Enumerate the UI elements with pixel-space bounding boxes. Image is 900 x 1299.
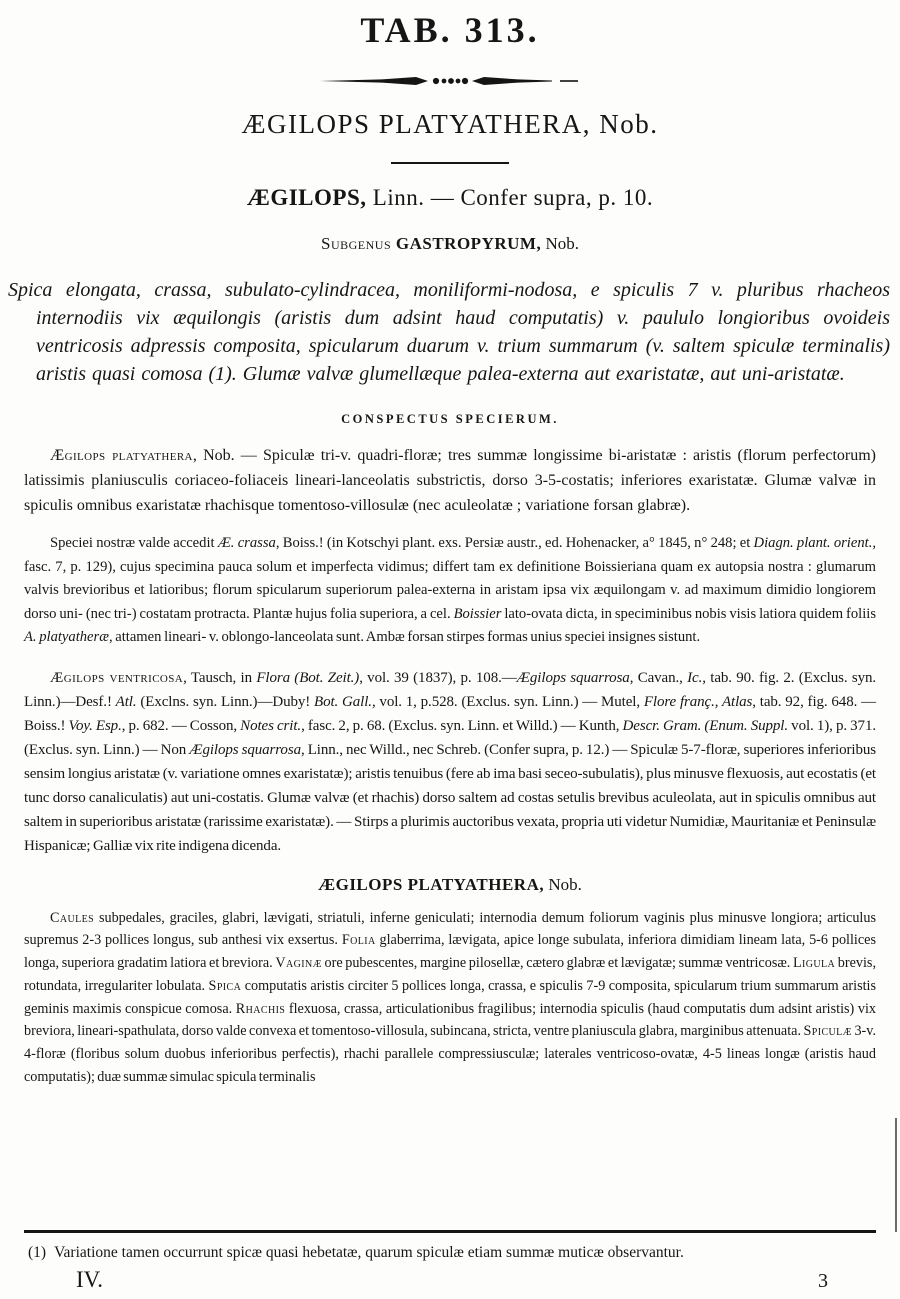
footnote xyxy=(24,1243,876,1263)
footer-area xyxy=(24,1230,876,1299)
plate-title: TAB. 313. xyxy=(360,10,540,50)
ornament-divider xyxy=(24,74,876,88)
genus-name: ÆGILOPS, xyxy=(246,185,367,210)
subgenus-label: Subgenus xyxy=(321,234,396,253)
species-title: ÆGILOPS PLATYATHERA, Nob. xyxy=(241,109,659,139)
subgenus-name: GASTROPYRUM, xyxy=(395,234,542,253)
description-paragraph: Caules subpedales, graciles, glabri, lævigati, striatuli, inferne geniculati; internodia demum foliorum vaginis plus minusve longiora; articulus supremus 2-3 pollices longus, sub anthesi vix exsertus. Folia glaberrima, lævigata, apice longe subulata, inferiora dimidiam lineam lata, 5-6 pollices longa, superiora gradatim latiora et breviora. Vaginæ ore pubescentes, margine pilosellæ, cætero glabræ et lævigatæ; summæ ventricosæ. Ligula brevis, rotundata, irregulariter lobulata. Spica computatis aristis circiter 5 pollices longa, crassa, e spiculis 7-9 composita, spicularum trium summarum aristis geminis maximis conspicue comosa. Rhachis flexuosa, crassa, articulationibus fragilibus; internodia spiculis (haud computatis dum adsint aristis) vix breviora, lineari-spathulata, dorso valde convexa et tomentoso-villosula, subincana, stricta, ventre planiuscula glabra, marginibus attenuata. Spiculæ 3-v. 4-floræ (floribus solum duobus inferioribus perfectis), rhachi parallele compressiusculæ; laterales ventricoso-ovatæ, 4-5 lineas longæ (aristis haud computatis); duæ summæ simulac spicula terminalis xyxy=(24,909,877,1086)
footnote-rule xyxy=(24,1230,876,1233)
subgenus-author: Nob. xyxy=(541,234,579,253)
description-heading-author: Nob. xyxy=(544,874,582,894)
ornament-divider-graphic xyxy=(320,74,580,88)
page-edge-artifact xyxy=(895,1118,897,1232)
genus-header xyxy=(24,184,876,212)
page-number: 3 xyxy=(818,1270,828,1292)
footnote-text: Variatione tamen occurrunt spicæ quasi hebetatæ, quarum spiculæ etiam summæ muticæ observantur. xyxy=(54,1244,684,1261)
footnote-marker: (1) xyxy=(28,1244,47,1261)
subgenus-header xyxy=(24,234,876,254)
note-crassa-paragraph: Speciei nostræ valde accedit Æ. crassa, Boiss.! (in Kotschyi plant. exs. Persiæ austr., ed. Hohenacker, a° 1845, n° 248; et Diagn. plant. orient., fasc. 7, p. 129), cujus specimina pauca solum et imperfecta vidimus; differt tam ex definitione Boissieriana quam ex autopsia nostra : glumarum valvis brevioribus et latioribus; florum spicularum superiorum palea-externa in aristam ipsa vix æquilongam v. ad maximum dimidio longiorem dorso uni- (nec tri-) costatam protracta. Plantæ hujus folia superiora, a cel. Boissier lato-ovata dicta, in speciminibus nobis visis latiora quidem foliis A. platyatheræ, attamen lineari- v. oblongo-lanceolata sunt. Ambæ forsan stirpes formas unius speciei insignes sistunt. xyxy=(24,535,877,645)
footer-line xyxy=(24,1267,876,1293)
description-heading-name: ÆGILOPS PLATYATHERA, xyxy=(318,874,545,894)
synonymy-ventricosa-paragraph: Ægilops ventricosa, Tausch, in Flora (Bot. Zeit.), vol. 39 (1837), p. 108.—Ægilops squarrosa, Cavan., Ic., tab. 90. fig. 2. (Exclus. syn. Linn.)—Desf.! Atl. (Exclns. syn. Linn.)—Duby! Bot. Gall., vol. 1, p.528. (Exclus. syn. Linn.) — Mutel, Flore franç., Atlas, tab. 92, fig. 648. — Boiss.! Voy. Esp., p. 682. — Cosson, Notes crit., fasc. 2, p. 68. (Exclus. syn. Linn. et Willd.) — Kunth, Descr. Gram. (Enum. Suppl. vol. 1), p. 371. (Exclus. syn. Linn.) — Non Ægilops squarrosa, Linn., nec Willd., nec Schreb. (Confer supra, p. 12.) — Spiculæ 5-7-floræ, superiores inferioribus sensim longius aristatæ (v. variatione omnes exaristatæ); aristis tenuibus (fere ab ima basi seceo-subulatis), plus minusve flexuosis, aut ecostatis (et tunc dorso canaliculatis) aut uni-costatis. Glumæ valvæ (et rhachis) dorso saltem ad costas setulis brevibus aculeolata, aut in spiculis omnibus aut saltem in superioribus aristatæ (rarissime exaristatæ). — Stirps a plurimis auctoribus vexata, propria uti videtur Numidiæ, Mauritaniæ et Peninsulæ Hispanicæ; Galliæ vix rite indigena dicenda. xyxy=(24,669,877,854)
volume-signature: IV. xyxy=(76,1267,104,1292)
latin-diagnosis-paragraph: Spica elongata, crassa, subulato-cylindracea, moniliformi-nodosa, e spiculis 7 v. pluribus rhacheos internodiis vix æquilongis (aristis dum adsint haud computatis) v. paululo longioribus ovoideis ventricosis adpressis composita, spicularum duarum v. trium summarum (v. saltem spiculæ terminalis) aristis quasi comosa (1). Glumæ valvæ glumellæque palea-externa aut exaristatæ, aut uni-aristatæ. xyxy=(8,279,890,385)
description-heading xyxy=(24,874,876,895)
conspectus-heading: CONSPECTUS SPECIERUM. xyxy=(341,412,559,426)
genus-header-rest: Linn. — Confer supra, p. 10. xyxy=(366,185,654,210)
title-rule xyxy=(391,162,509,164)
conspectus-entry-paragraph: Ægilops platyathera, Nob. — Spiculæ tri-v. quadri-floræ; tres summæ longissime bi-aristatæ : aristis (florum perfectorum) latissimis planiusculis coriaceo-foliaceis lineari-lanceolatis substrictis, dorso 3-5-costatis; inferiores exaristatæ. Glumæ valvæ in spiculis omnibus exaristatæ rhachisque tomentoso-villosulæ (nec aculeolatæ ; variatione forsan glabræ). xyxy=(24,447,876,514)
